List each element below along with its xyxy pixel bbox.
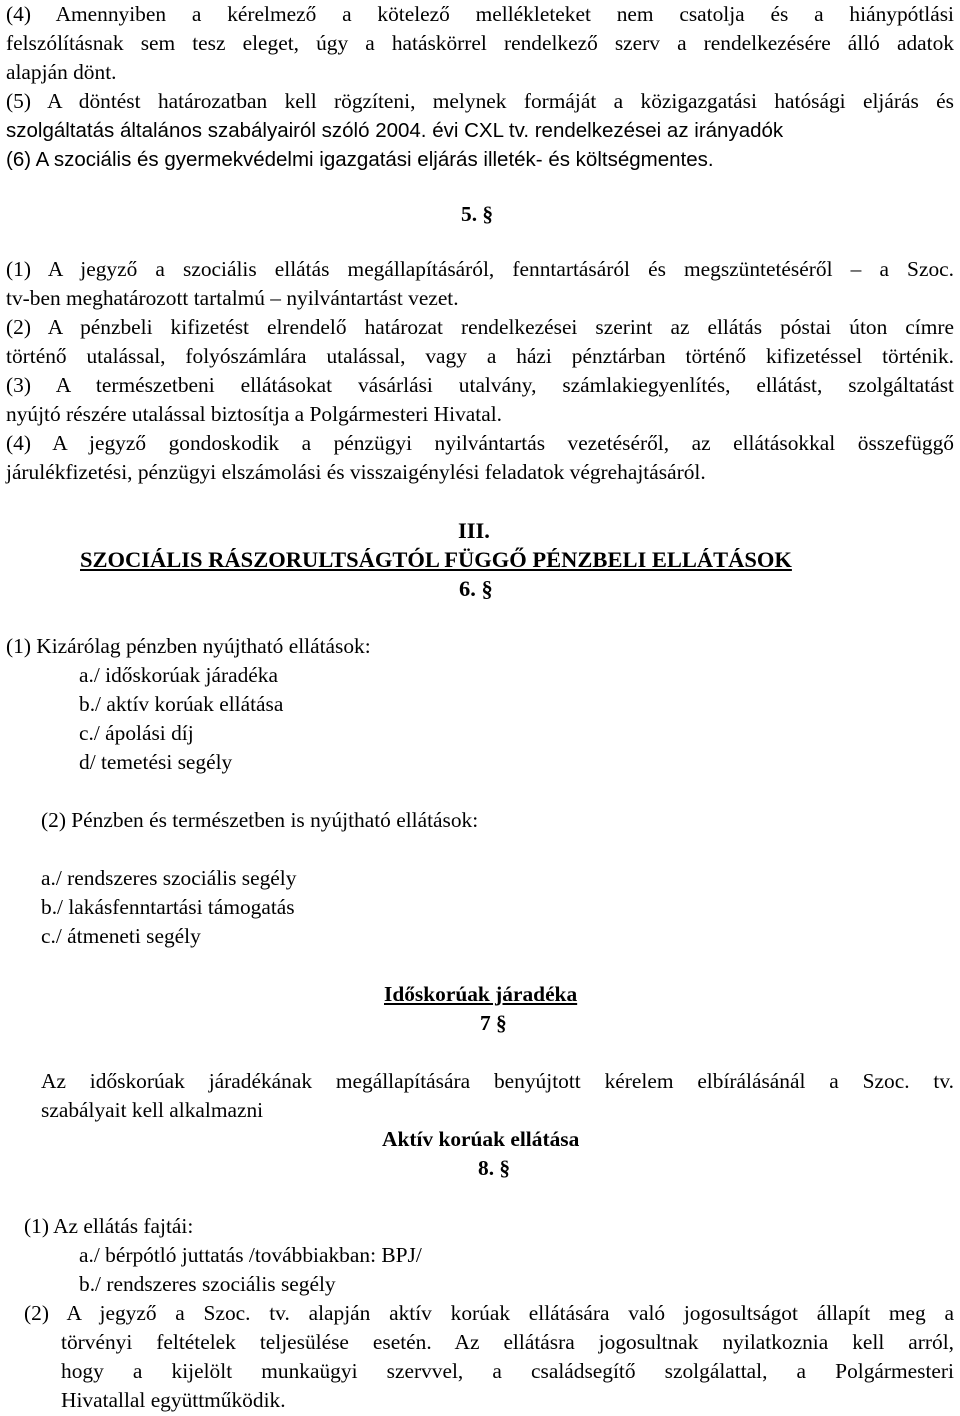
sec6-p2-label: (2) Pénzben és természetben is nyújtható ellátások: <box>41 808 479 832</box>
sec5-p1-line2: tv-ben meghatározott tartalmú – nyilvántartást vezet. <box>6 286 459 310</box>
sec6-p2-item-a: a./ rendszeres szociális segély <box>41 866 297 890</box>
sec5-p2-line1: (2) A pénzbeli kifizetést elrendelő határozat rendelkezései szerint az ellátás póstai úton címre <box>6 315 954 339</box>
sec8-p1-item-b: b./ rendszeres szociális segély <box>79 1272 336 1296</box>
section-7-heading: 7 § <box>480 1011 507 1035</box>
chapter-title: SZOCIÁLIS RÁSZORULTSÁGTÓL FÜGGŐ PÉNZBELI ELLÁTÁSOK <box>80 547 792 572</box>
para4-line2: felszólításnak sem tesz eleget, úgy a hatáskörrel rendelkező szerv a rendelkezésére álló adatok <box>6 31 954 55</box>
aktiv-title: Aktív korúak ellátása <box>382 1127 580 1151</box>
sec8-p2-line4: Hivatallal együttműködik. <box>61 1388 286 1412</box>
sec7-text-line2: szabályait kell alkalmazni <box>41 1098 264 1122</box>
sec6-p1-item-c: c./ ápolási díj <box>79 721 194 745</box>
idoskoru-title: Időskorúak járadéka <box>384 982 578 1006</box>
chapter-roman: III. <box>458 518 490 543</box>
sec6-p2-item-c: c./ átmeneti segély <box>41 924 201 948</box>
section-6-heading: 6. § <box>459 576 493 601</box>
sec8-p1-item-a: a./ bérpótló juttatás /továbbiakban: BPJ/ <box>79 1243 422 1267</box>
sec5-p1-line1: (1) A jegyző a szociális ellátás megállapításáról, fenntartásáról és megszüntetéséről – a Szoc. <box>6 257 954 281</box>
para5-line2: szolgáltatás általános szabályairól szóló 2004. évi CXL tv. rendelkezései az irányadók <box>6 119 784 142</box>
para6-line: (6) A szociális és gyermekvédelmi igazgatási eljárás illeték- és költségmentes. <box>6 148 714 171</box>
section-8-heading: 8. § <box>478 1156 511 1180</box>
sec5-p4-line1: (4) A jegyző gondoskodik a pénzügyi nyilvántartás vezetéséről, az ellátásokkal összefüggő <box>6 431 954 455</box>
sec8-p1-label: (1) Az ellátás fajtái: <box>24 1214 194 1238</box>
sec6-p1-label: (1) Kizárólag pénzben nyújtható ellátások: <box>6 634 371 658</box>
section-5-heading: 5. § <box>461 202 494 226</box>
sec8-p2-line2: törvényi feltételek teljesülése esetén. Az ellátásra jogosultnak nyilatkoznia kell arról, <box>61 1330 954 1354</box>
sec6-p1-item-a: a./ időskorúak járadéka <box>79 663 278 687</box>
para4-line1: (4) Amennyiben a kérelmező a kötelező mellékleteket nem csatolja és a hiánypótlási <box>6 2 954 26</box>
sec7-text-line1: Az időskorúak járadékának megállapítására benyújtott kérelem elbírálásánál a Szoc. tv. <box>41 1069 954 1093</box>
sec6-p1-item-b: b./ aktív korúak ellátása <box>79 692 284 716</box>
sec5-p3-line2: nyújtó részére utalással biztosítja a Polgármesteri Hivatal. <box>6 402 502 426</box>
para5-line1: (5) A döntést határozatban kell rögzíteni, melynek formáját a közigazgatási hatósági eljárás és <box>6 89 954 113</box>
para4-line3: alapján dönt. <box>6 60 117 84</box>
sec6-p1-item-d: d/ temetési segély <box>79 750 233 774</box>
sec8-p2-line1: (2) A jegyző a Szoc. tv. alapján aktív korúak ellátására való jogosultságot állapít meg a <box>24 1301 954 1325</box>
sec5-p4-line2: járulékfizetési, pénzügyi elszámolási és visszaigénylési feladatok végrehajtásáról. <box>6 460 706 484</box>
sec5-p3-line1: (3) A természetbeni ellátásokat vásárlási utalvány, számlakiegyenlítés, ellátást, szolgáltatást <box>6 373 954 397</box>
sec5-p2-line2: történő utalással, folyószámlára utalással, vagy a házi pénztárban történő kifizetéssel történik. <box>6 344 954 368</box>
sec8-p2-line3: hogy a kijelölt munkaügyi szervvel, a családsegítő szolgálattal, a Polgármesteri <box>61 1359 954 1383</box>
sec6-p2-item-b: b./ lakásfenntartási támogatás <box>41 895 295 919</box>
